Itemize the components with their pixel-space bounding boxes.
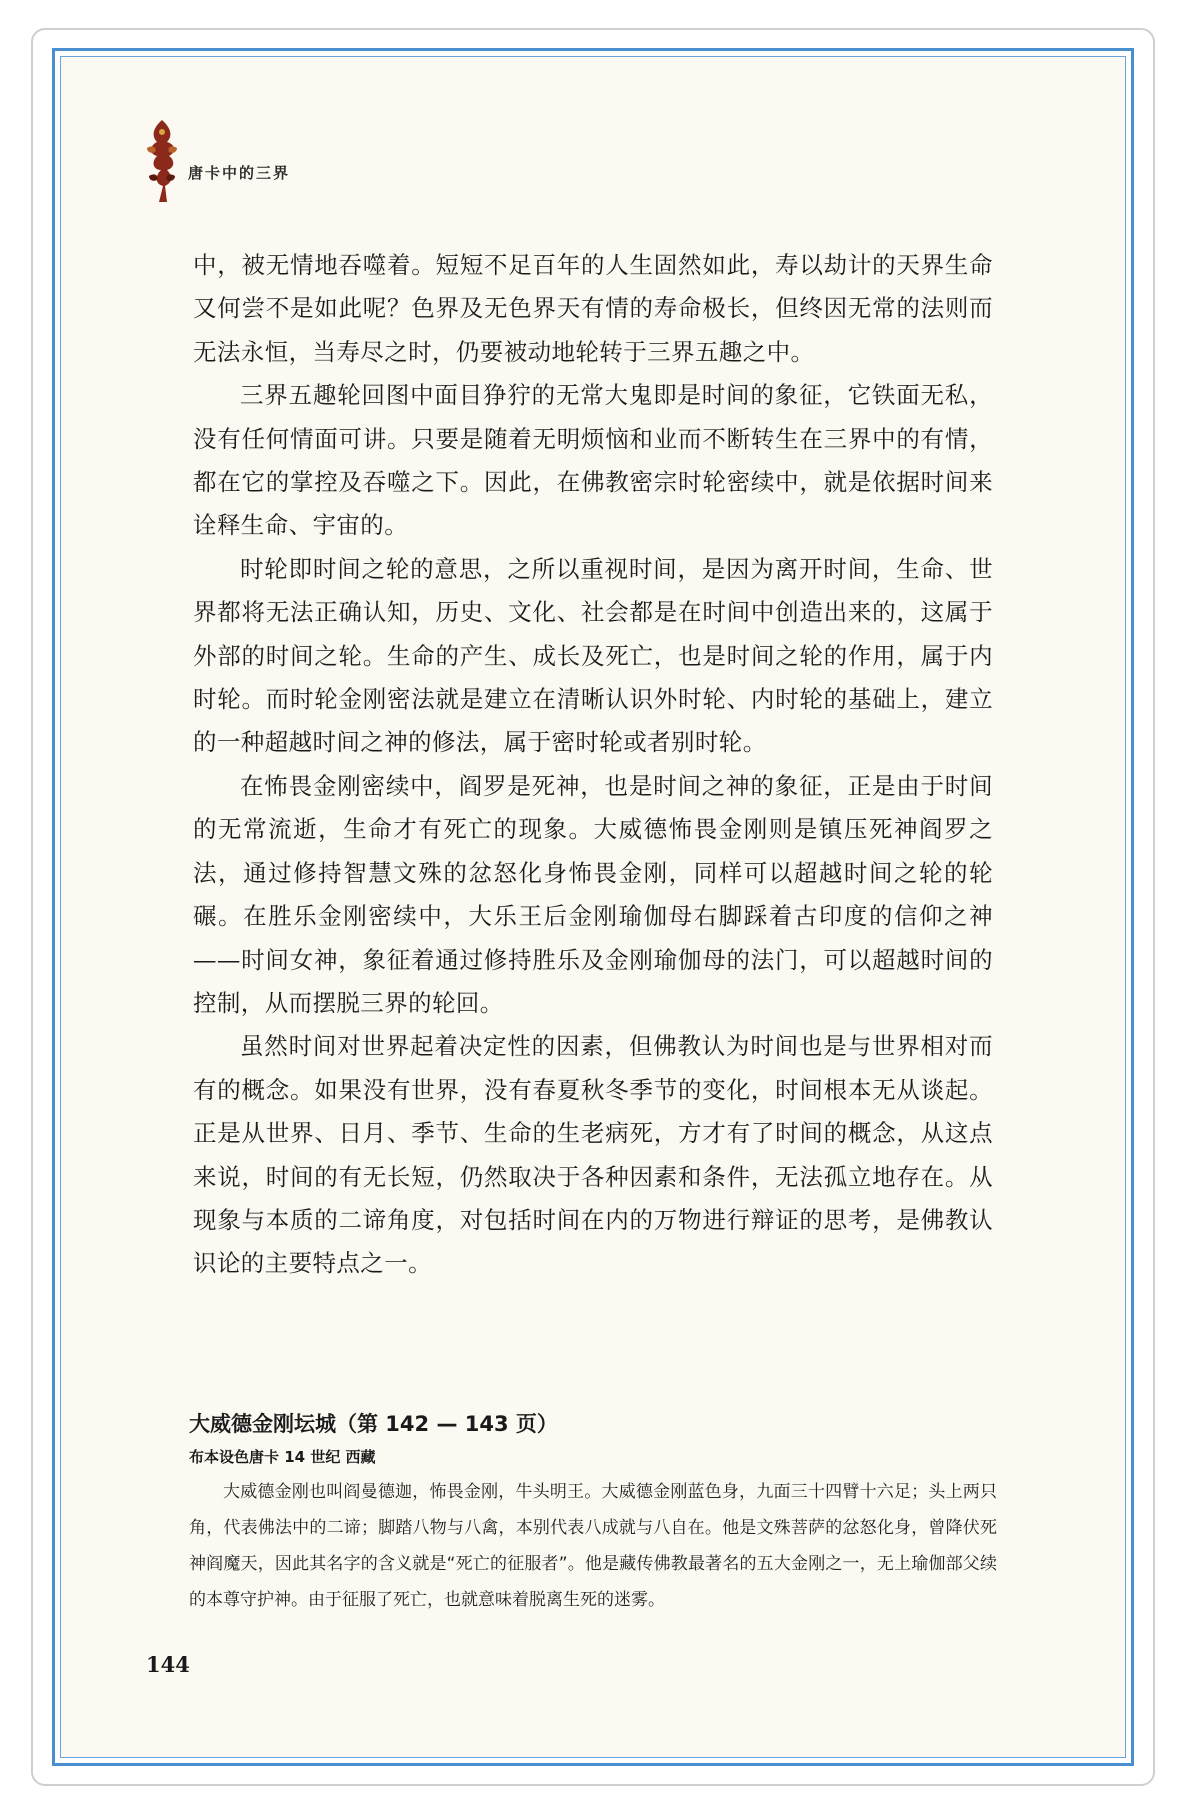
body-paragraph: 中，被无情地吞噬着。短短不足百年的人生固然如此，寿以劫计的天界生命又何尝不是如此呢？色界及无色界天有情的寿命极长，但终因无常的法则而无法永恒，当寿尽之时，仍要被动地轮转于三界五趣之中。: [193, 251, 993, 366]
ornament-icon: [143, 118, 181, 204]
body-paragraph: 时轮即时间之轮的意思，之所以重视时间，是因为离开时间，生命、世界都将无法正确认知，历史、文化、社会都是在时间中创造出来的，这属于外部的时间之轮。生命的产生、成长及死亡，也是时间之轮的作用，属于内时轮。而时轮金刚密法就是建立在清晰认识外时轮、内时轮的基础上，建立的一种超越时间之神的修法，属于密时轮或者别时轮。: [193, 554, 993, 757]
body-paragraph: 在怖畏金刚密续中，阎罗是死神，也是时间之神的象征，正是由于时间的无常流逝，生命才有死亡的现象。大威德怖畏金刚则是镇压死神阎罗之法，通过修持智慧文殊的忿怒化身怖畏金刚，同样可以超越时间之轮的轮碾。在胜乐金刚密续中，大乐王后金刚瑜伽母右脚踩着古印度的信仰之神——时间女神，象征着通过修持胜乐及金刚瑜伽母的法门，可以超越时间的控制，从而摆脱三界的轮回。: [193, 771, 993, 1017]
body-paragraph: 三界五趣轮回图中面目狰狞的无常大鬼即是时间的象征，它铁面无私，没有任何情面可讲。只要是随着无明烦恼和业而不断转生在三界中的有情，都在它的掌控及吞噬之下。因此，在佛教密宗时轮密续中，就是依据时间来诠释生命、宇宙的。: [193, 381, 993, 540]
caption-text: 大威德金刚也叫阎曼德迦，怖畏金刚，牛头明王。大威德金刚蓝色身，九面三十四臂十六足；头上两只角，代表佛法中的二谛；脚踏八物与八禽，本别代表八成就与八自在。他是文殊菩萨的忿怒化身，曾降伏死神阎魔天，因此其名字的含义就是“死亡的征服者”。他是藏传佛教最著名的五大金刚之一，无上瑜伽部父续的本尊守护神。由于征服了死亡，也就意味着脱离生死的迷雾。: [189, 1482, 997, 1610]
caption-title: 大威德金刚坛城（第 142 — 143 页）: [189, 1412, 558, 1436]
running-head: 唐卡中的三界: [188, 164, 291, 182]
body-paragraph: 虽然时间对世界起着决定性的因素，但佛教认为时间也是与世界相对而有的概念。如果没有世界，没有春夏秋冬季节的变化，时间根本无从谈起。正是从世界、日月、季节、生命的生老病死，方才有了时间的概念，从这点来说，时间的有无长短，仍然取决于各种因素和条件，无法孤立地存在。从现象与本质的二谛角度，对包括时间在内的万物进行辩证的思考，是佛教认识论的主要特点之一。: [193, 1032, 993, 1278]
caption-subtitle: 布本设色唐卡 14 世纪 西藏: [189, 1448, 376, 1466]
body-text: [193, 244, 993, 1286]
page-number: 144: [146, 1652, 190, 1677]
